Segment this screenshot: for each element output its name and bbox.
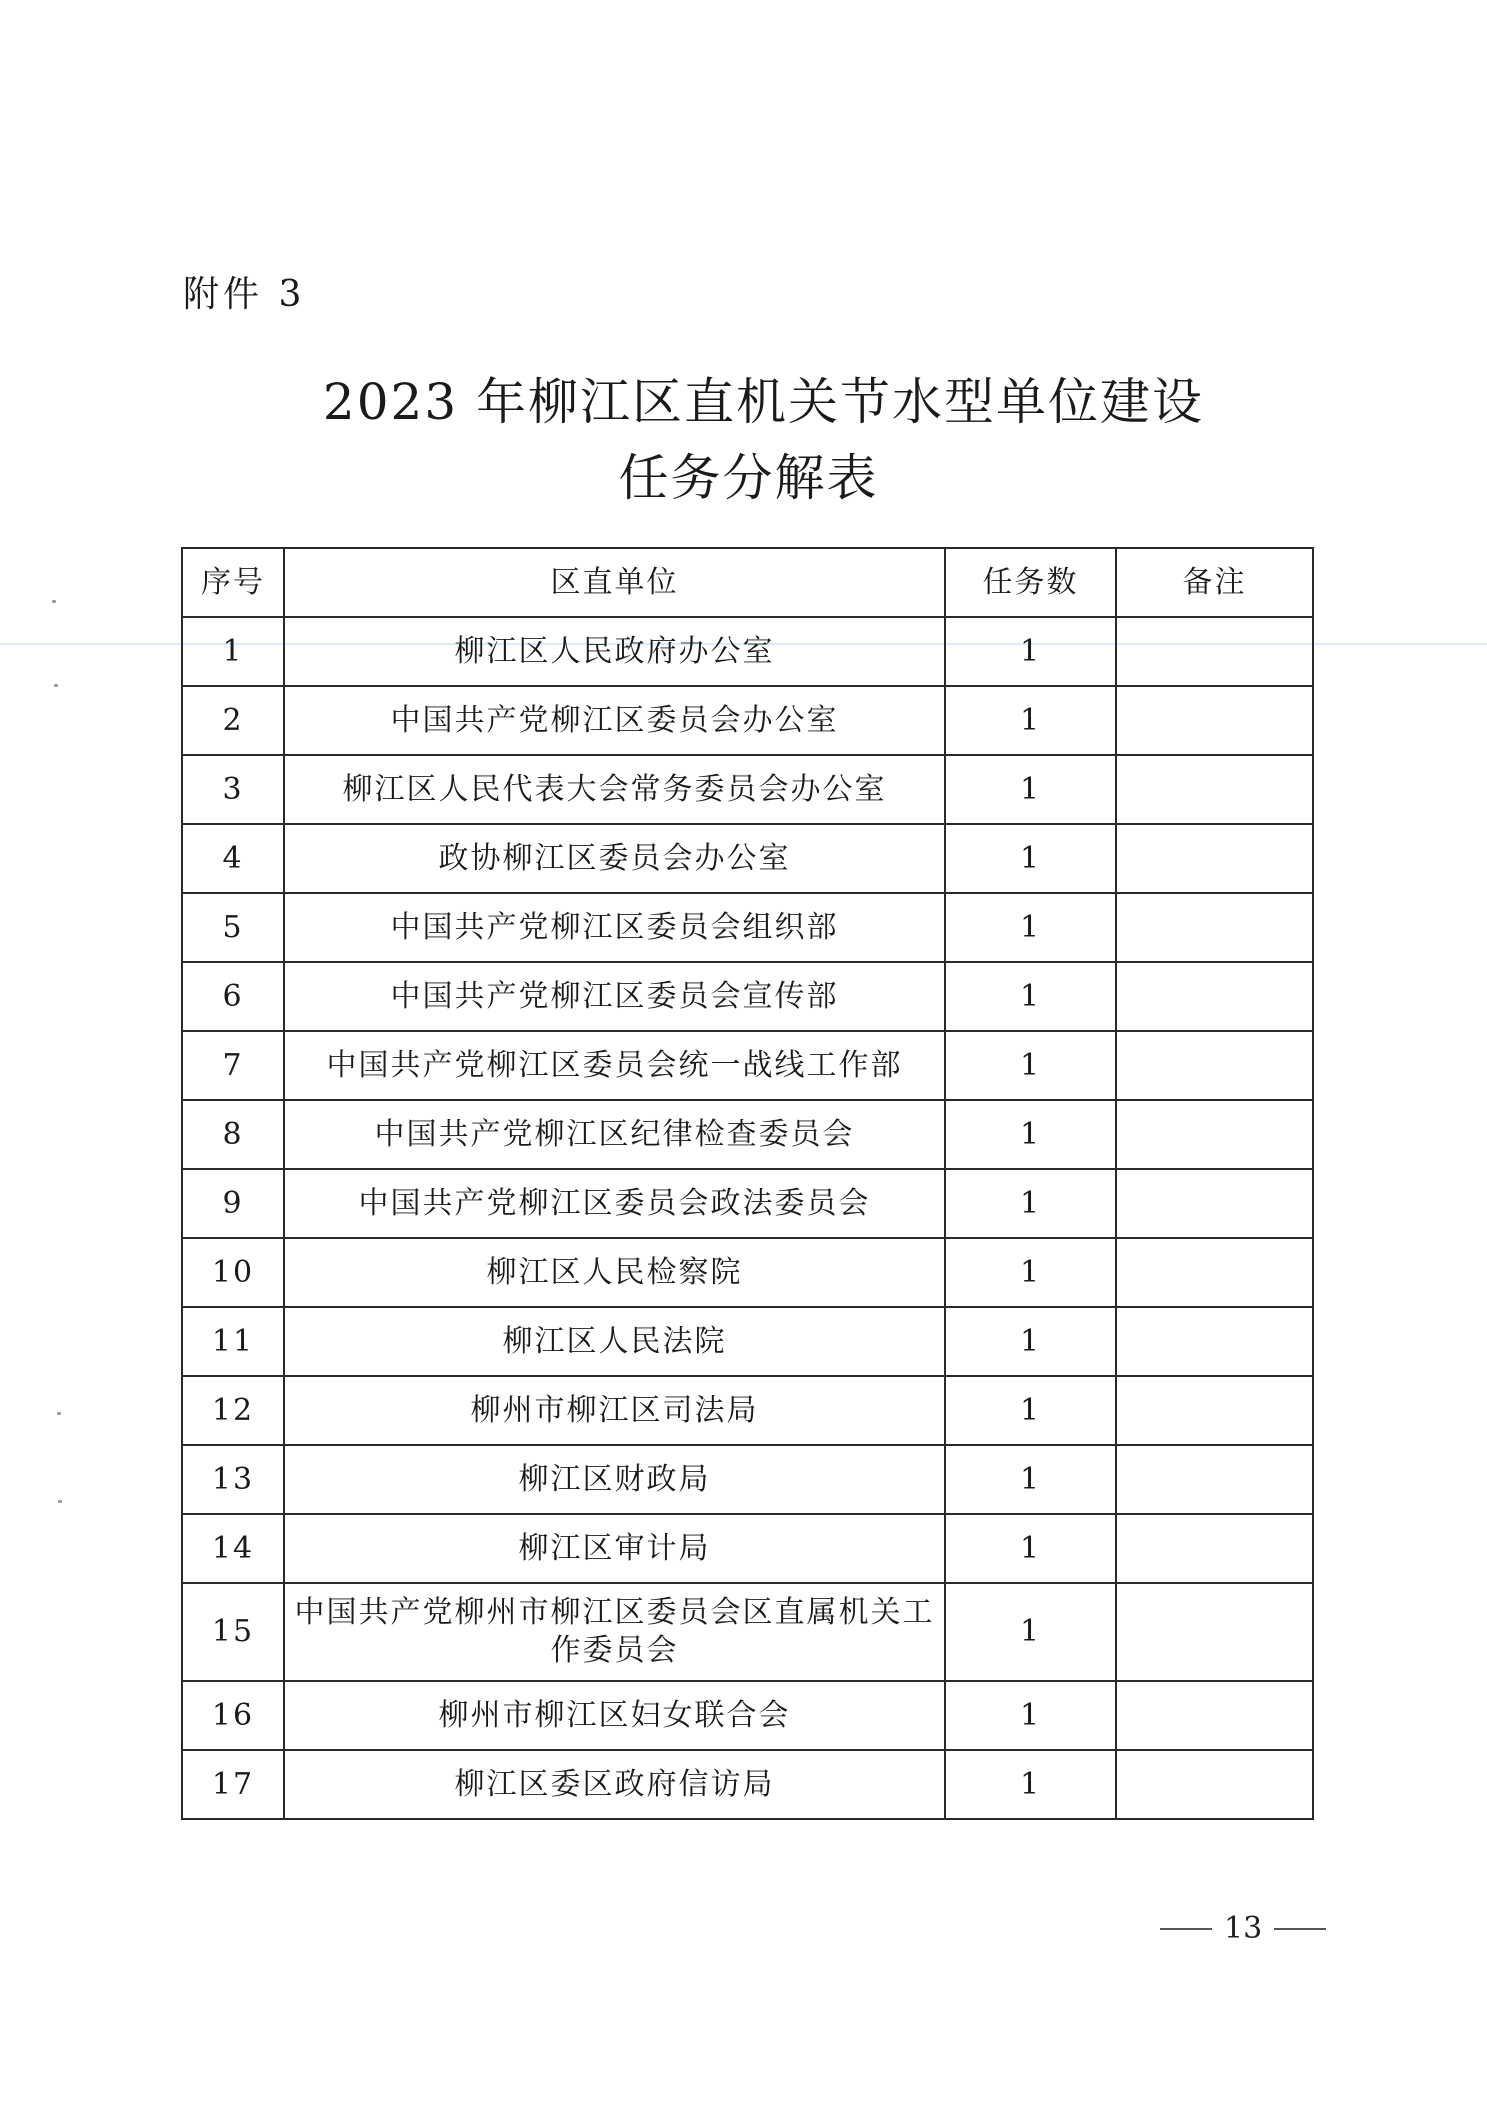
row-number: 6 (182, 962, 284, 1031)
row-note (1116, 1307, 1313, 1376)
row-number: 17 (182, 1750, 284, 1819)
header-unit: 区直单位 (284, 548, 945, 617)
row-unit: 中国共产党柳江区委员会统一战线工作部 (284, 1031, 945, 1100)
row-unit: 中国共产党柳江区委员会政法委员会 (284, 1169, 945, 1238)
table-header-row (182, 548, 1313, 617)
page-number-dash (1274, 1928, 1326, 1930)
table-row (182, 824, 1313, 893)
header-note: 备注 (1116, 548, 1313, 617)
row-note (1116, 1100, 1313, 1169)
row-unit: 柳江区人民政府办公室 (284, 617, 945, 686)
row-task-count: 1 (945, 1169, 1116, 1238)
row-task-count: 1 (945, 1681, 1116, 1750)
row-number: 10 (182, 1238, 284, 1307)
row-number: 15 (182, 1583, 284, 1681)
header-no: 序号 (182, 548, 284, 617)
row-unit: 中国共产党柳江区纪律检查委员会 (284, 1100, 945, 1169)
task-table (181, 547, 1314, 1820)
row-note (1116, 1376, 1313, 1445)
row-unit: 中国共产党柳江区委员会宣传部 (284, 962, 945, 1031)
table-row (182, 1750, 1313, 1819)
row-task-count: 1 (945, 962, 1116, 1031)
row-note (1116, 1681, 1313, 1750)
row-number: 12 (182, 1376, 284, 1445)
table-row (182, 1583, 1313, 1681)
row-number: 1 (182, 617, 284, 686)
row-task-count: 1 (945, 1514, 1116, 1583)
table-body (182, 617, 1313, 1819)
row-number: 3 (182, 755, 284, 824)
scan-speck (52, 600, 56, 603)
table-row (182, 1169, 1313, 1238)
row-task-count: 1 (945, 1583, 1116, 1681)
row-task-count: 1 (945, 824, 1116, 893)
table-row (182, 1100, 1313, 1169)
row-note (1116, 1238, 1313, 1307)
row-number: 9 (182, 1169, 284, 1238)
row-number: 8 (182, 1100, 284, 1169)
row-unit: 中国共产党柳江区委员会办公室 (284, 686, 945, 755)
row-note (1116, 1750, 1313, 1819)
row-note (1116, 1445, 1313, 1514)
row-number: 14 (182, 1514, 284, 1583)
page-number (1160, 1909, 1326, 1949)
row-note (1116, 824, 1313, 893)
row-number: 16 (182, 1681, 284, 1750)
row-note (1116, 755, 1313, 824)
row-note (1116, 686, 1313, 755)
scan-speck (57, 1412, 61, 1415)
row-number: 2 (182, 686, 284, 755)
row-unit: 柳州市柳江区妇女联合会 (284, 1681, 945, 1750)
table-row (182, 1514, 1313, 1583)
table-row (182, 962, 1313, 1031)
table-row (182, 1031, 1313, 1100)
page-number-dash (1160, 1928, 1212, 1930)
header-count: 任务数 (945, 548, 1116, 617)
row-task-count: 1 (945, 617, 1116, 686)
row-unit: 柳江区委区政府信访局 (284, 1750, 945, 1819)
row-unit: 柳江区人民代表大会常务委员会办公室 (284, 755, 945, 824)
attachment-label: 附件 3 (183, 274, 306, 315)
row-task-count: 1 (945, 1238, 1116, 1307)
row-unit: 中国共产党柳州市柳江区委员会区直属机关工作委员会 (284, 1583, 945, 1681)
page-number-value: 13 (1224, 1911, 1263, 1946)
row-note (1116, 962, 1313, 1031)
row-note (1116, 1583, 1313, 1681)
scan-speck (54, 684, 58, 687)
row-note (1116, 617, 1313, 686)
row-task-count: 1 (945, 1445, 1116, 1514)
table-row (182, 1681, 1313, 1750)
row-unit: 柳州市柳江区司法局 (284, 1376, 945, 1445)
table-row (182, 617, 1313, 686)
row-unit: 中国共产党柳江区委员会组织部 (284, 893, 945, 962)
table-row (182, 1376, 1313, 1445)
row-task-count: 1 (945, 1376, 1116, 1445)
row-note (1116, 1031, 1313, 1100)
row-number: 11 (182, 1307, 284, 1376)
row-task-count: 1 (945, 1100, 1116, 1169)
row-task-count: 1 (945, 1031, 1116, 1100)
row-unit: 柳江区人民法院 (284, 1307, 945, 1376)
title-line-2: 任务分解表 (618, 449, 879, 507)
table-row (182, 1238, 1313, 1307)
row-note (1116, 1514, 1313, 1583)
row-unit: 柳江区财政局 (284, 1445, 945, 1514)
row-task-count: 1 (945, 1750, 1116, 1819)
row-number: 4 (182, 824, 284, 893)
row-number: 7 (182, 1031, 284, 1100)
title-line-1: 2023 年柳江区直机关节水型单位建设 (322, 373, 1205, 431)
document-title (0, 364, 1487, 516)
row-unit: 柳江区审计局 (284, 1514, 945, 1583)
row-unit: 柳江区人民检察院 (284, 1238, 945, 1307)
table-row (182, 893, 1313, 962)
row-task-count: 1 (945, 1307, 1116, 1376)
scan-speck (58, 1500, 62, 1503)
row-unit: 政协柳江区委员会办公室 (284, 824, 945, 893)
table-row (182, 755, 1313, 824)
table-row (182, 1307, 1313, 1376)
row-note (1116, 1169, 1313, 1238)
row-task-count: 1 (945, 686, 1116, 755)
row-number: 13 (182, 1445, 284, 1514)
row-note (1116, 893, 1313, 962)
row-task-count: 1 (945, 893, 1116, 962)
row-task-count: 1 (945, 755, 1116, 824)
row-number: 5 (182, 893, 284, 962)
table-row (182, 1445, 1313, 1514)
table-row (182, 686, 1313, 755)
